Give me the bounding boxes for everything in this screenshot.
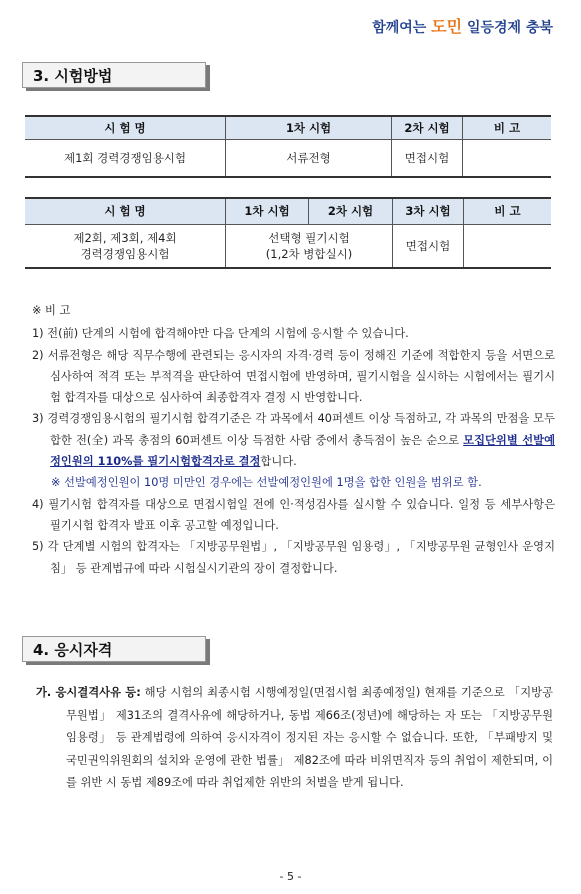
logo (372, 14, 553, 37)
t2-note (464, 224, 552, 268)
note-4: 4) 필기시험 합격자를 대상으로 면접시험일 전에 인·적성검사를 실시할 수 있습니다. 일정 등 세부사항은 필기시험 합격자 발표 이후 공고할 예정입니다. (32, 497, 555, 532)
t1-header-note: 비 고 (463, 116, 552, 139)
t1-note (463, 139, 552, 177)
t2-header-note: 비 고 (464, 198, 552, 224)
qualification-paragraph (36, 682, 553, 795)
notes-block (30, 300, 555, 579)
t2-exam-name-line1: 제2회, 제3회, 제4회 (73, 230, 177, 245)
note-3-tail: 합니다. (260, 455, 297, 469)
note-1: 1) 전(前) 단계의 시험에 합격해야만 다음 단계의 시험에 응시할 수 있습니다. (32, 327, 409, 341)
page-number: - 5 - (279, 870, 302, 883)
section-4-heading (22, 636, 206, 662)
t2-exam-name (25, 224, 226, 268)
note-3-text: 3) 경력경쟁임용시험의 필기시험 합격기준은 각 과목에서 40퍼센트 이상 득점하고, 각 과목의 만점을 모두 합한 전(全) 과목 총점의 60퍼센트 이상 득점한 사람 중에서 총득점이 높은 순으로 (32, 412, 555, 447)
t2-header-first: 1차 시험 (226, 198, 309, 224)
t1-first-exam: 서류전형 (226, 139, 392, 177)
exam-method-table-2 (25, 197, 551, 269)
note-3 (30, 408, 555, 472)
t2-first-second-exam (226, 224, 393, 268)
t1-second-exam: 면접시험 (392, 139, 463, 177)
t2-header-third: 3차 시험 (393, 198, 464, 224)
logo-highlight: 도민 (431, 17, 463, 36)
note-5: 5) 각 단계별 시험의 합격자는 「지방공무원법」, 「지방공무원 임용령」, 「지방공무원 균형인사 운영지침」 등 관계법규에 따라 시험실시기관의 장이 결정합니다. (32, 540, 555, 575)
t2-third-exam: 면접시험 (393, 224, 464, 268)
t1-header-first: 1차 시험 (226, 116, 392, 139)
t2-first-line1: 선택형 필기시험 (268, 230, 350, 245)
note-3-bullet: ※ 선발예정인원이 10명 미만인 경우에는 선발예정인원에 1명을 합한 인원을 범위로 함. (51, 476, 482, 490)
note-3-highlight: 모집단위별 선발예정인원의 110%를 필기시험합격자로 결정 (50, 433, 555, 469)
t1-exam-name: 제1회 경력경쟁임용시험 (25, 139, 226, 177)
section-3-heading (22, 62, 206, 88)
t1-header-second: 2차 시험 (392, 116, 463, 139)
qualification-label: 가. 응시결격사유 등: (36, 686, 141, 699)
section-4-title: 4. 응시자격 (33, 641, 113, 659)
qualification-text: 해당 시험의 최종시험 시행예정일(면접시험 최종예정일) 현재를 기준으로 「지방공무원법」 제31조의 결격사유에 해당하거나, 동법 제66조(정년)에 해당하는 자 또는 「지방공무원 임용령」 등 관계법령에 의하여 응시자격이 정지된 자는 응시할 수 없습니다. 또한, 「부패방지 및 국민권익위원회의 설치와 운영에 관한 법률」 제82조에 따라 비위면직자 등의 취업이 제한되며, 이를 위반 시 동법 제89조에 따라 취업제한 위반의 처벌을 받게 됩니다. (66, 686, 553, 790)
t2-header-second: 2차 시험 (309, 198, 393, 224)
logo-prefix: 함께여는 (372, 20, 432, 36)
logo-suffix: 일등경제 충북 (462, 20, 553, 36)
note-2: 2) 서류전형은 해당 직무수행에 관련되는 응시자의 자격·경력 등이 정해진 기준에 적합한지 등을 서면으로 심사하여 적격 또는 부적격을 판단하여 면접시험에 반영하며, 필기시험을 실시하는 시험에서는 필기시험 합격자를 대상으로 심사하여 최종합격자 결정 시 반영합니다. (32, 348, 555, 405)
t1-header-name: 시 험 명 (25, 116, 226, 139)
t2-header-name: 시 험 명 (25, 198, 226, 224)
exam-method-table-1 (25, 115, 551, 178)
t2-first-line2: (1,2차 병합실시) (265, 246, 353, 261)
notes-heading: ※ 비 고 (32, 304, 71, 317)
section-3-title: 3. 시험방법 (33, 67, 113, 85)
t2-exam-name-line2: 경력경쟁임용시험 (80, 246, 170, 261)
